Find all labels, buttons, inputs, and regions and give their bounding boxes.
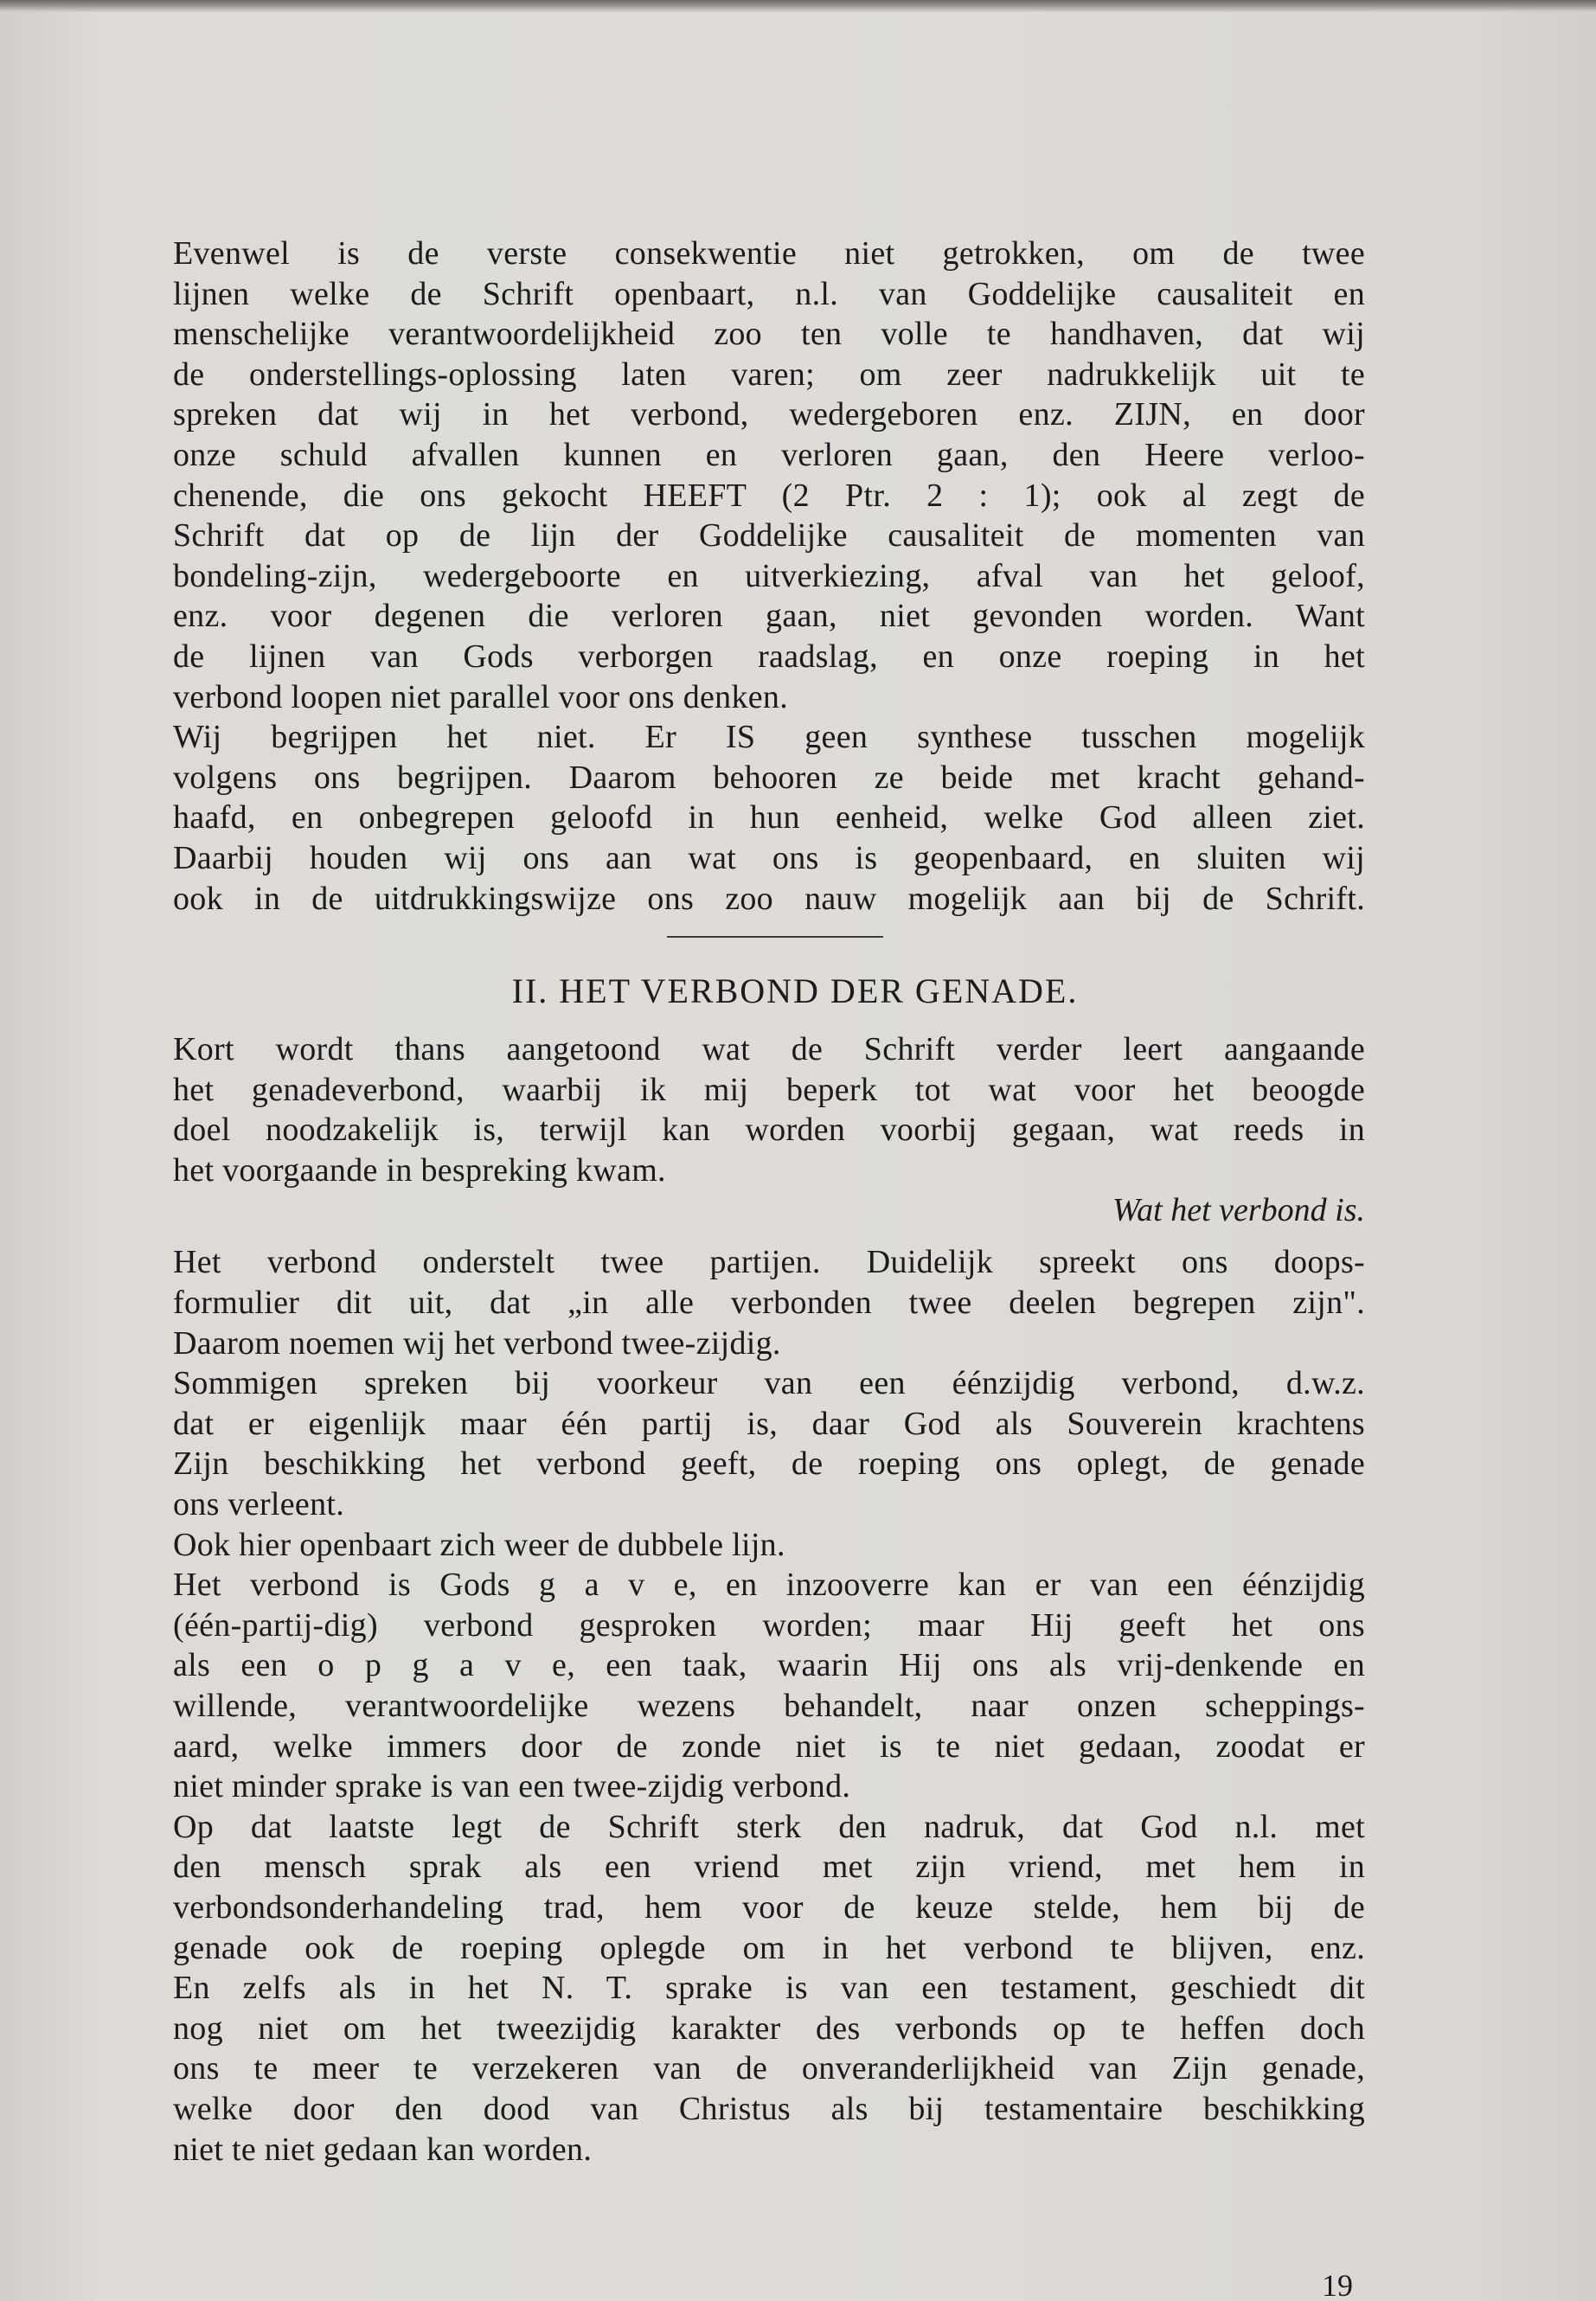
text-line: ons te meer te verzekeren van de onveranderlijkheid van Zijn genade,: [173, 2050, 1365, 2087]
text-line: den mensch sprak als een vriend met zijn vriend, met hem in: [173, 1849, 1365, 1886]
subsection-title: Wat het verbond is.: [1112, 1192, 1365, 1229]
text-line: Daarbij houden wij ons aan wat ons is geopenbaard, en sluiten wij: [173, 839, 1365, 876]
text-line: (één-partij-dig) verbond gesproken worden; maar Hij geeft het ons: [173, 1606, 1365, 1644]
text-line: welke door den dood van Christus als bij testamentaire beschikking: [173, 2090, 1365, 2127]
text-line: Evenwel is de verste consekwentie niet getrokken, om de twee: [173, 235, 1365, 272]
text-line: Sommigen spreken bij voorkeur van een éénzijdig verbond, d.w.z.: [173, 1365, 1365, 1402]
text-line: Het verbond onderstelt twee partijen. Duidelijk spreekt ons doops-: [173, 1244, 1365, 1281]
text-line: haafd, en onbegrepen geloofd in hun eenheid, welke God alleen ziet.: [173, 799, 1365, 836]
paragraph-1: [173, 234, 1365, 717]
text-line: nog niet om het tweezijdig karakter des verbonds op te heffen doch: [173, 2009, 1365, 2047]
paragraph-4: [173, 1029, 1365, 1190]
text-line: Ook hier openbaart zich weer de dubbele lijn.: [173, 1526, 785, 1563]
text-line: ons verleent.: [173, 1486, 345, 1523]
section-heading: II. HET VERBOND DER GENADE.: [511, 971, 1079, 1011]
paragraph-8: [173, 1565, 1365, 1807]
paragraph-7: [173, 1525, 1365, 1566]
text-line: Schrift dat op de lijn der Goddelijke causaliteit de momenten van: [173, 517, 1365, 554]
text-line: lijnen welke de Schrift openbaart, n.l. van Goddelijke causaliteit en: [173, 275, 1365, 312]
text-line: niet minder sprake is van een twee-zijdig verbond.: [173, 1768, 851, 1805]
page-number: 19: [1322, 2268, 1353, 2301]
section-divider: [173, 919, 1365, 953]
text-line: als een o p g a v e, een taak, waarin Hij ons als vrij-denkende en: [173, 1647, 1365, 1684]
page-top-edge: [0, 0, 1596, 12]
text-line: Zijn beschikking het verbond geeft, de roeping ons oplegt, de genade: [173, 1445, 1365, 1483]
text-line: verbondsonderhandeling trad, hem voor de keuze stelde, hem bij de: [173, 1888, 1365, 1926]
text-line: spreken dat wij in het verbond, wedergeboren enz. ZIJN, en door: [173, 396, 1365, 433]
text-line: willende, verantwoordelijke wezens behandelt, naar onzen scheppings-: [173, 1688, 1365, 1724]
text-line: Daarom noemen wij het verbond twee-zijdig.: [173, 1324, 781, 1362]
text-line: niet te niet gedaan kan worden.: [173, 2131, 593, 2168]
paragraph-9: [173, 1807, 1365, 2170]
text-line: de lijnen van Gods verborgen raadslag, en onze roeping in het: [173, 638, 1365, 675]
text-line: formulier dit uit, dat „in alle verbonden twee deelen begrepen zijn".: [173, 1285, 1365, 1322]
text-line: Kort wordt thans aangetoond wat de Schrift verder leert aangaande: [173, 1031, 1365, 1068]
text-line: chenende, die ons gekocht HEEFT (2 Ptr. 2 : 1); ook al zegt de: [173, 477, 1365, 514]
divider-line: [667, 936, 883, 938]
text-line: dat er eigenlijk maar één partij is, daar God als Souverein krachtens: [173, 1405, 1365, 1442]
text-line: het genadeverbond, waarbij ik mij beperk tot wat voor het beoogde: [173, 1071, 1365, 1108]
paragraph-6: [173, 1363, 1365, 1524]
text-line: enz. voor degenen die verloren gaan, niet gevonden worden. Want: [173, 598, 1365, 635]
text-line: de onderstellings-oplossing laten varen; om zeer nadrukkelijk uit te: [173, 356, 1365, 393]
text-line: Wij begrijpen het niet. Er IS geen synthese tusschen mogelijk: [173, 719, 1365, 756]
text-line: Het verbond is Gods g a v e, en inzooverre kan er van een éénzijdig: [173, 1567, 1365, 1604]
text-line: menschelijke verantwoordelijkheid zoo ten volle te handhaven, dat wij: [173, 316, 1365, 353]
text-column: [173, 234, 1365, 2170]
paragraph-2: [173, 717, 1365, 838]
text-line: aard, welke immers door de zonde niet is te niet gedaan, zoodat er: [173, 1727, 1365, 1765]
paragraph-3: [173, 838, 1365, 919]
text-line: het voorgaande in bespreking kwam.: [173, 1151, 666, 1189]
text-line: genade ook de roeping oplegde om in het verbond te blijven, enz.: [173, 1929, 1365, 1966]
text-line: onze schuld afvallen kunnen en verloren gaan, den Heere verloo-: [173, 436, 1365, 473]
text-line: ook in de uitdrukkingswijze ons zoo nauw mogelijk aan bij de Schrift.: [173, 880, 1365, 917]
text-line: bondeling-zijn, wedergeboorte en uitverkiezing, afval van het geloof,: [173, 557, 1365, 594]
text-line: En zelfs als in het N. T. sprake is van een testament, geschiedt dit: [173, 1970, 1365, 2007]
text-line: doel noodzakelijk is, terwijl kan worden voorbij gegaan, wat reeds in: [173, 1112, 1365, 1149]
paragraph-5: [173, 1242, 1365, 1363]
text-line: volgens ons begrijpen. Daarom behooren ze beide met kracht gehand-: [173, 759, 1365, 796]
text-line: verbond loopen niet parallel voor ons denken.: [173, 678, 789, 715]
text-line: Op dat laatste legt de Schrift sterk den nadruk, dat God n.l. met: [173, 1808, 1365, 1845]
